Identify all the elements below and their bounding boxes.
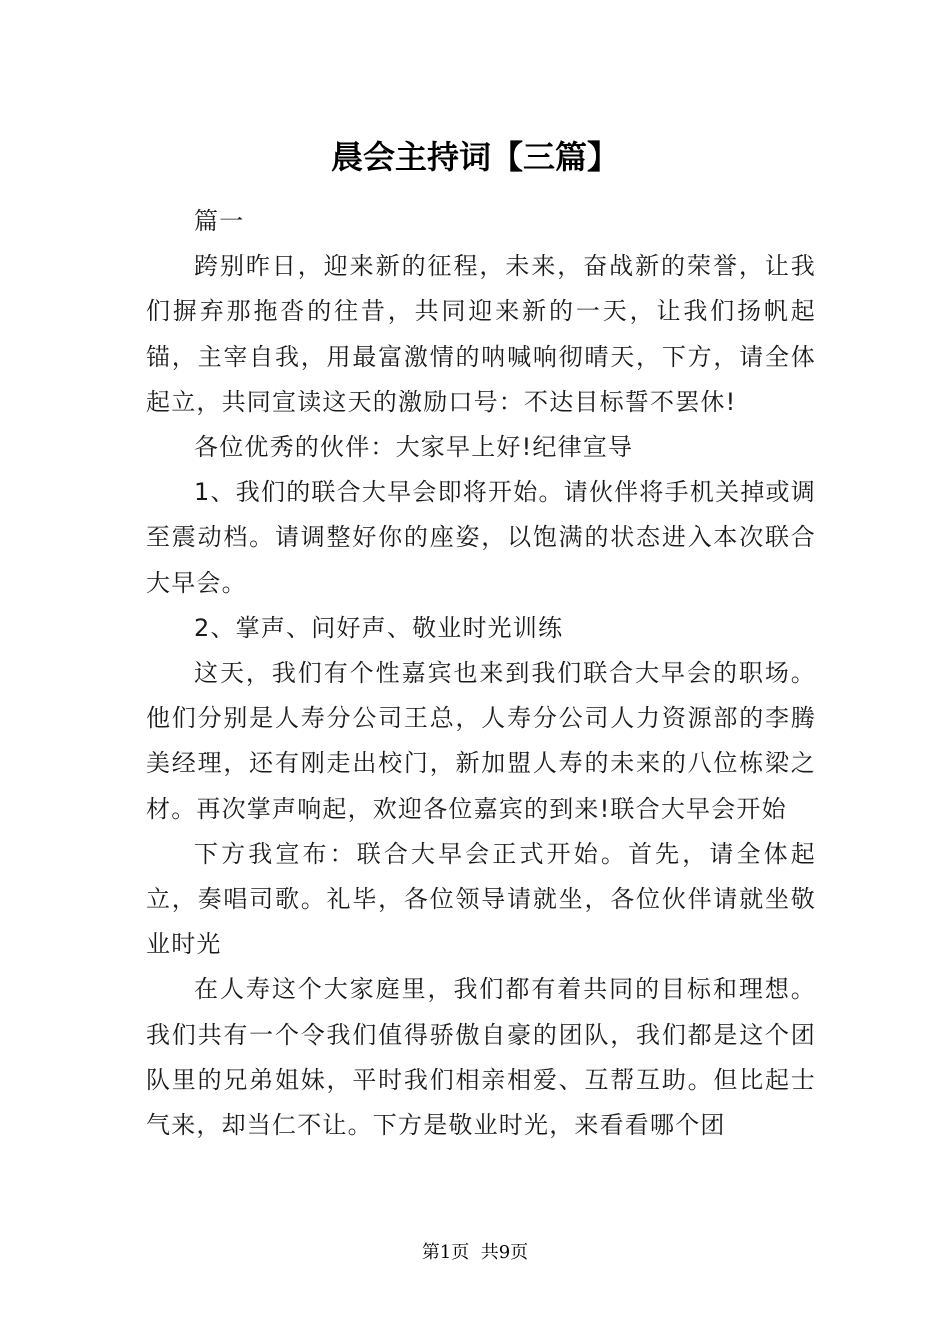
document-body xyxy=(146,199,816,1148)
paragraph: 在人寿这个大家庭里，我们都有着共同的目标和理想。我们共有一个令我们值得骄傲自豪的团队，我们都是这个团队里的兄弟姐妹，平时我们相亲相爱、互帮互助。但比起士气来，却当仁不让。下方是敬业时光，来看看哪个团 xyxy=(146,975,816,1140)
paragraph: 下方我宣布：联合大早会正式开始。首先，请全体起立，奏唱司歌。礼毕，各位领导请就坐，各位伙伴请就坐敬业时光 xyxy=(146,839,816,959)
paragraph-section-heading: 篇一 xyxy=(194,207,245,235)
paragraph: 跨别昨日，迎来新的征程，未来，奋战新的荣誉，让我们摒弃那拖沓的往昔，共同迎来新的一天，让我们扬帆起锚，主宰自我，用最富激情的呐喊响彻晴天，下方，请全体起立，共同宣读这天的激励口号：不达目标誓不罢休! xyxy=(146,252,816,416)
paragraph: 2、掌声、问好声、敬业时光训练 xyxy=(194,613,564,642)
paragraph: 1、我们的联合大早会即将开始。请伙伴将手机关掉或调至震动档。请调整好你的座姿，以饱满的状态进入本次联合大早会。 xyxy=(146,478,816,597)
document-title: 晨会主持词【三篇】 xyxy=(330,138,619,176)
page-number: 第1页 共9页 xyxy=(421,1242,529,1263)
paragraph: 这天，我们有个性嘉宾也来到我们联合大早会的职场。他们分别是人寿分公司王总，人寿分公司人力资源部的李腾美经理，还有刚走出校门，新加盟人寿的未来的八位栋梁之材。再次掌声响起，欢迎各位嘉宾的到来!联合大早会开始 xyxy=(146,659,816,823)
page-footer xyxy=(0,1241,950,1265)
paragraph: 各位优秀的伙伴：大家早上好!纪律宣导 xyxy=(194,433,634,462)
